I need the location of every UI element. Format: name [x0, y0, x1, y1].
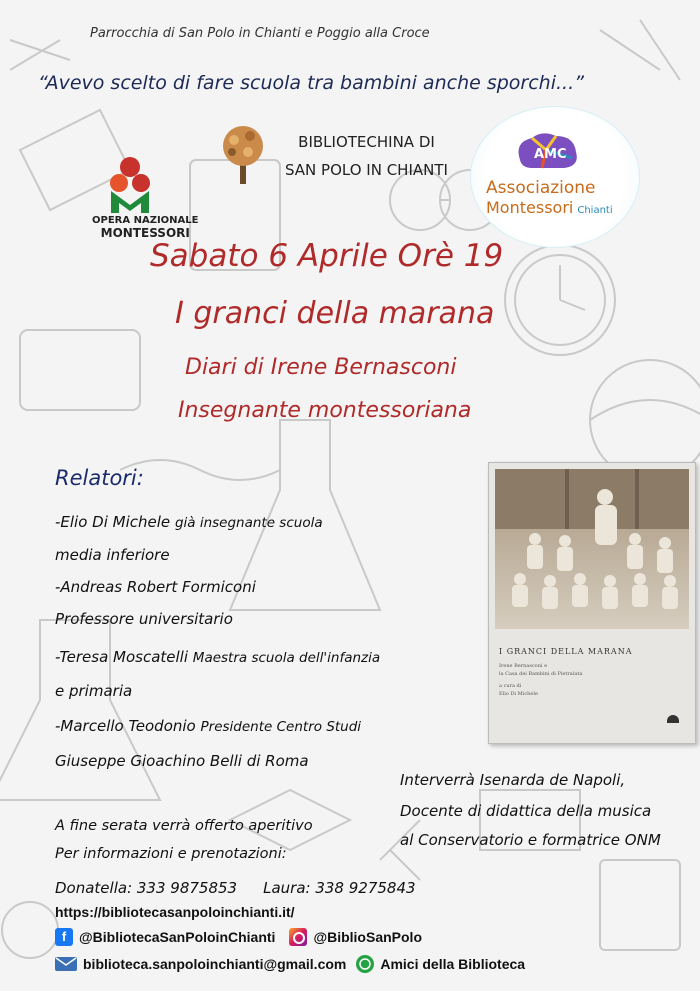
phone-donatella: Donatella: 333 9875853 [55, 879, 238, 897]
email-icon [55, 957, 77, 971]
publisher-logo-icon [667, 715, 679, 723]
phone-numbers [55, 879, 416, 897]
parish-header: Parrocchia di San Polo in Chianti e Poggio alla Croce [90, 26, 430, 41]
speaker-1-line1 [55, 513, 323, 531]
social-row-2 [55, 955, 525, 973]
assoc-montessori: Montessori [486, 198, 574, 217]
speaker-1-name: -Elio Di Michele [55, 513, 171, 531]
event-subtitle-1: Diari di Irene Bernasconi [185, 355, 457, 380]
book-cover-image [488, 462, 696, 744]
speakers-heading: Relatori: [55, 466, 144, 490]
assoc-name-line2 [486, 198, 613, 217]
tree-logo-icon [218, 122, 268, 186]
book-cover-photo [495, 469, 689, 629]
bibliotechina-logo-text [285, 128, 448, 184]
assoc-chianti: Chianti [577, 205, 613, 216]
event-title: I granci della marana [175, 296, 495, 331]
onm-logo-icon [105, 155, 155, 215]
facebook-handle[interactable]: @BibliotecaSanPoloinChianti [79, 929, 276, 945]
email-address[interactable]: biblioteca.sanpoloinchianti@gmail.com [83, 956, 347, 972]
speaker-1-role: già insegnante scuola [174, 515, 323, 531]
brain-logo-icon [512, 130, 582, 174]
speaker-3-name: -Teresa Moscatelli [55, 648, 189, 666]
speaker-2-role: Professore universitario [55, 610, 233, 628]
speaker-1-line2: media inferiore [55, 546, 170, 564]
book-editor: Elio Di Michele [499, 691, 538, 697]
event-date: Sabato 6 Aprile Orè 19 [150, 238, 504, 274]
prenotazioni-text: Per informazioni e prenotazioni: [55, 846, 287, 862]
speaker-3-role: Maestra scuola dell'infanzia [192, 650, 381, 666]
speaker-4-role: Presidente Centro Studi [200, 719, 362, 735]
guest-line3: al Conservatorio e formatrice ONM [400, 831, 661, 849]
event-subtitle-2: Insegnante montessoriana [178, 398, 472, 423]
quote-text: “Avevo scelto di fare scuola tra bambini anche sporchi...” [38, 72, 584, 94]
speaker-3-line2: e primaria [55, 682, 133, 700]
book-sub2: la Casa dei Bambini di Pietralata [499, 671, 583, 677]
instagram-handle[interactable]: @BiblioSanPolo [313, 929, 422, 945]
facebook-icon: f [55, 928, 73, 946]
speaker-3-line1 [55, 648, 380, 666]
biblio-line2: SAN POLO IN CHIANTI [285, 161, 448, 179]
speaker-4-line1 [55, 717, 361, 735]
speaker-4-name: -Marcello Teodonio [55, 717, 196, 735]
guest-line2: Docente di didattica della musica [400, 802, 652, 820]
website-link[interactable]: https://bibliotecasanpoloinchianti.it/ [55, 904, 295, 920]
assoc-name-line1: Associazione [486, 178, 596, 198]
phone-laura: Laura: 338 9275843 [263, 879, 416, 897]
book-title: I GRANCI DELLA MARANA [499, 647, 633, 656]
onm-logo-text [92, 215, 198, 239]
instagram-icon [289, 928, 307, 946]
onm-line2: MONTESSORI [100, 226, 190, 240]
association-logo-ring [470, 106, 640, 248]
onm-line1: OPERA NAZIONALE [92, 215, 199, 226]
book-sub3: a cura di [499, 683, 522, 689]
book-sub1: Irene Bernasconi e [499, 663, 548, 669]
speaker-2-name: -Andreas Robert Formiconi [55, 578, 256, 596]
guest-line1: Interverrà Isenarda de Napoli, [400, 771, 626, 789]
whatsapp-group[interactable]: Amici della Biblioteca [380, 956, 526, 972]
whatsapp-icon [356, 955, 374, 973]
aperitivo-text: A fine serata verrà offerto aperitivo [55, 818, 313, 834]
speaker-4-line2: Giuseppe Gioachino Belli di Roma [55, 752, 309, 770]
assoc-badge-text: AMC [534, 147, 567, 162]
social-row-1 [55, 928, 422, 946]
biblio-line1: BIBLIOTECHINA DI [298, 133, 435, 151]
